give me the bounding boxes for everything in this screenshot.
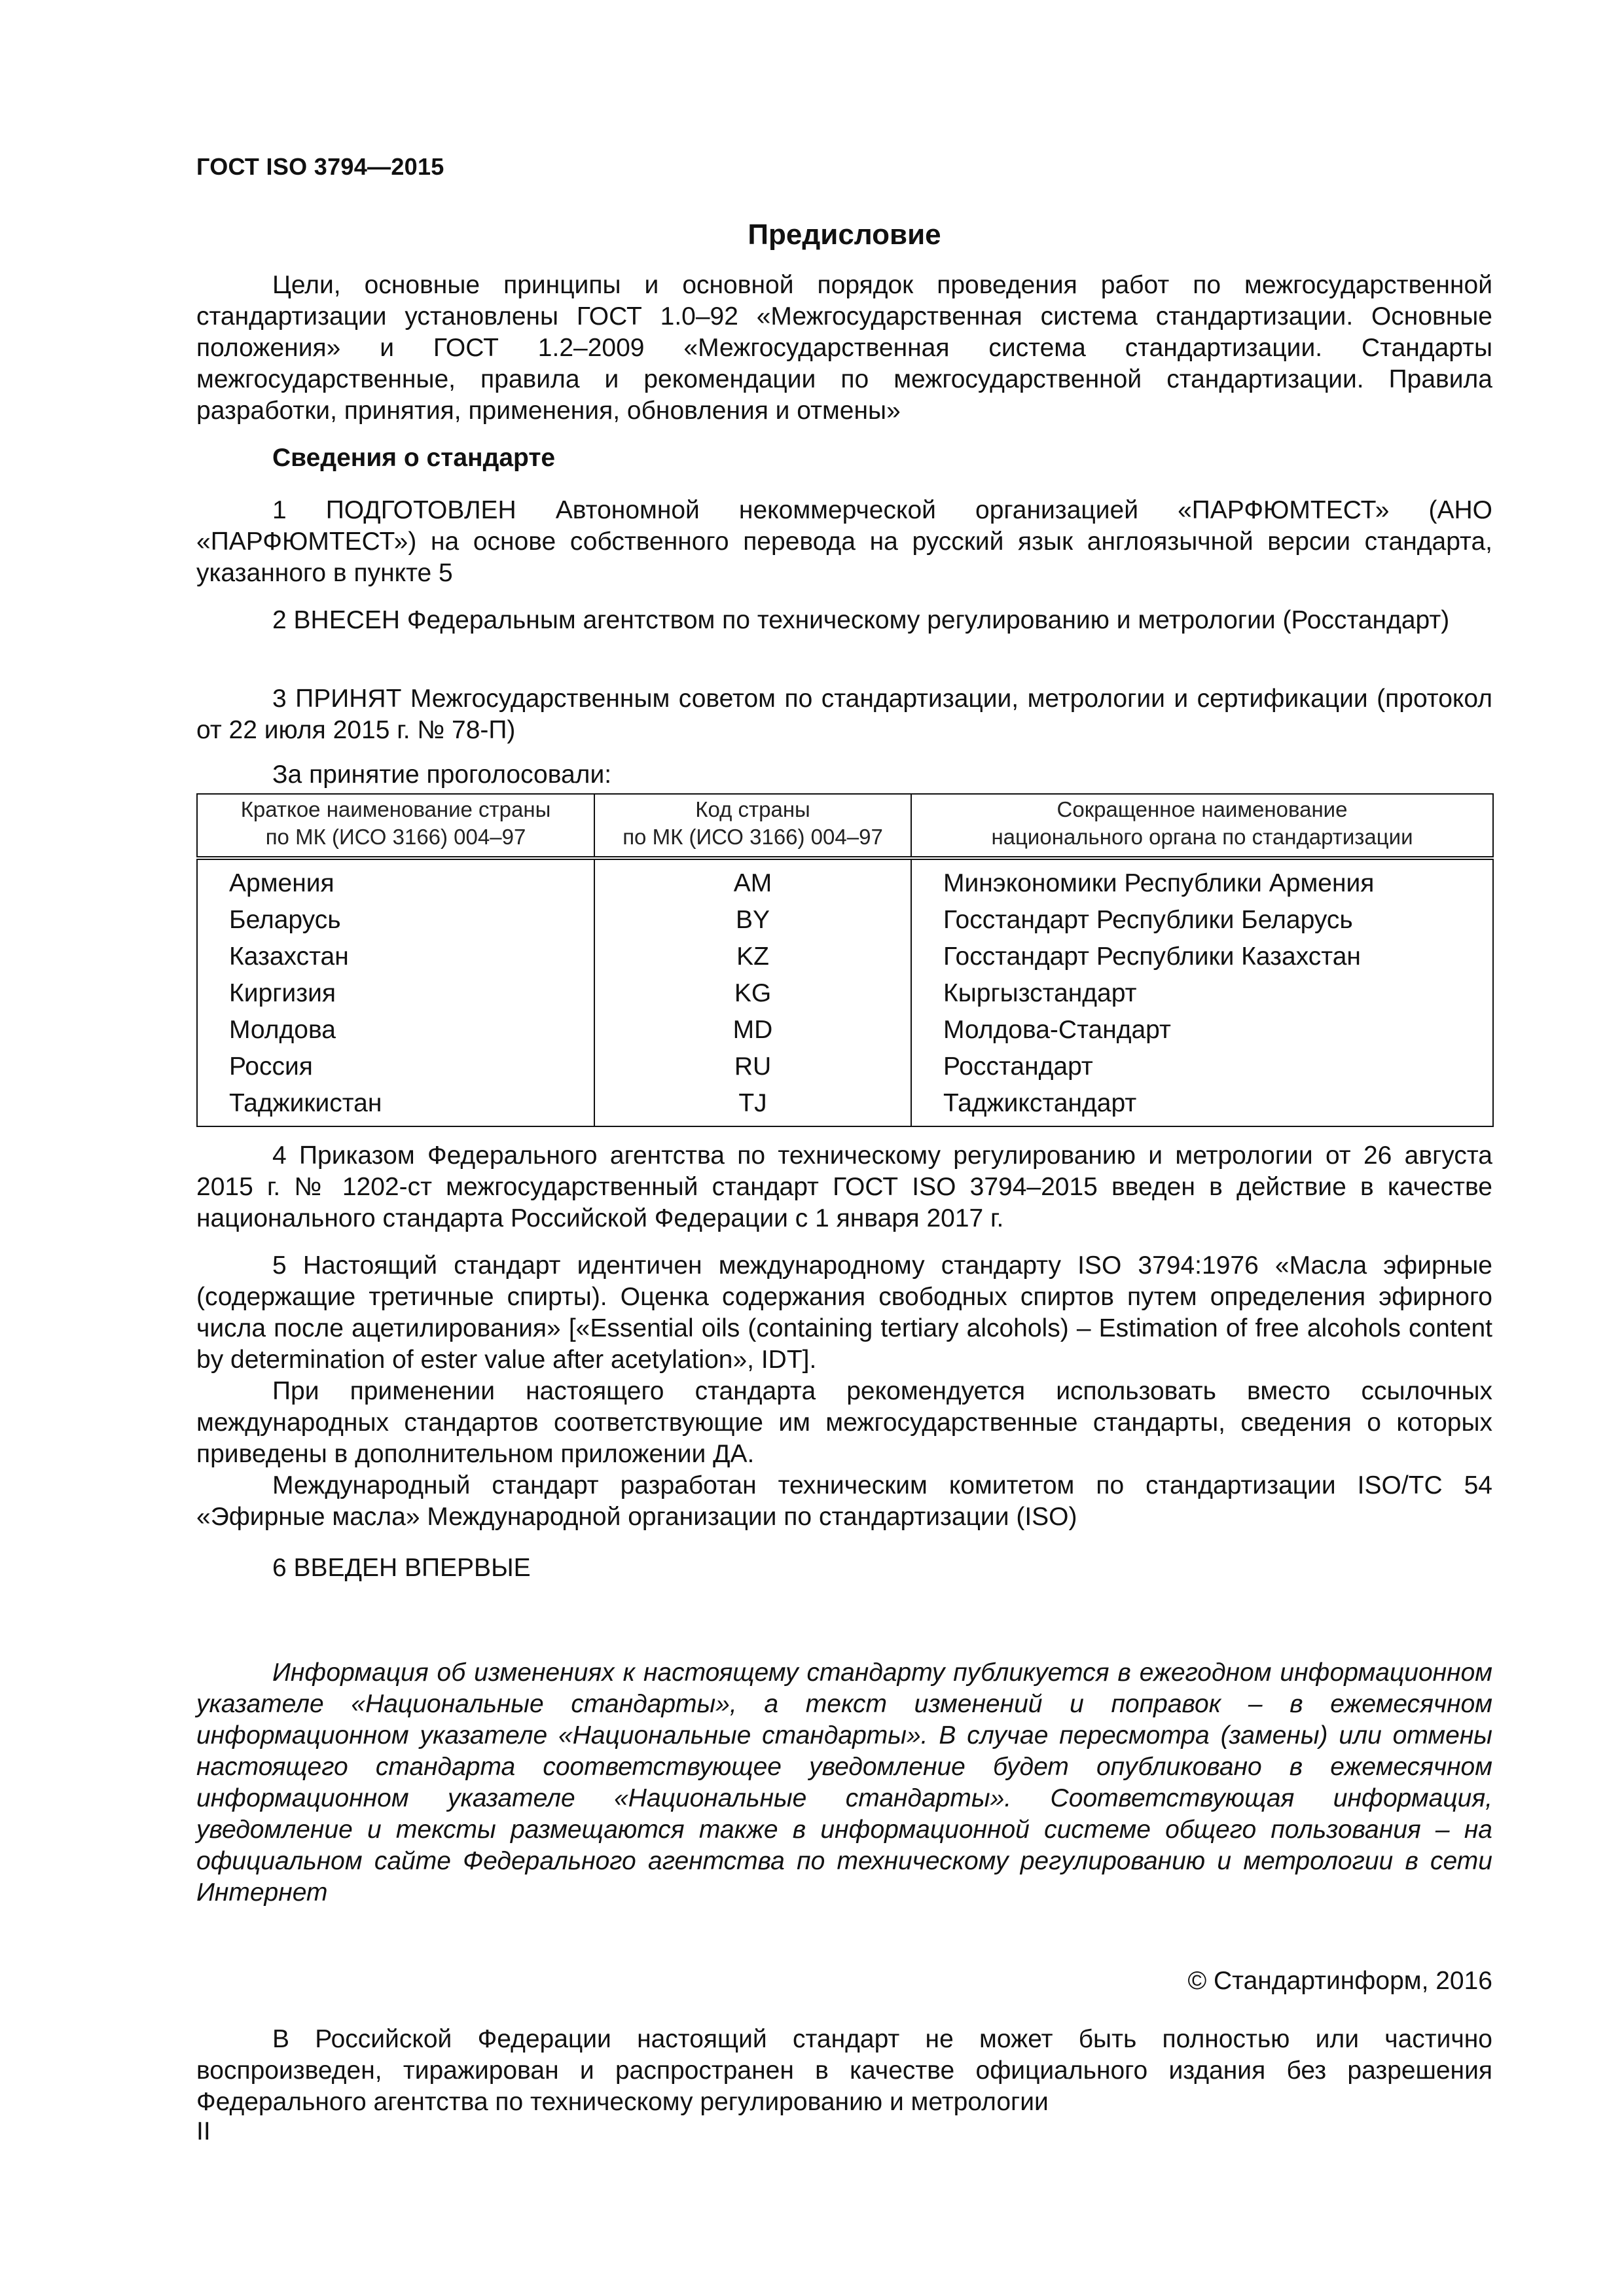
header-country-name bbox=[197, 794, 594, 858]
country-cell: Беларусь bbox=[197, 902, 594, 939]
code-cell: MD bbox=[594, 1012, 911, 1049]
notice-paragraph: Информация об изменениях к настоящему стандарту публикуется в ежегодном информационном указателе «Национальные стандарты», а текст изменений и поправок – в ежемесячном информационном указателе «Национальные стандарты». В случае пересмотра (замены) или отмены настоящего стандарта соответствующее уведомление будет опубликовано в ежемесячном информационном указателе «Национальные стандарты». Соответствующая информация, уведомление и тексты размещаются также в информационной системе общего пользования – на официальном сайте Федерального агентства по техническому регулированию и метрологии в сети Интернет bbox=[196, 1659, 1492, 1907]
item-1-block bbox=[196, 495, 1492, 589]
vote-caption: За принятие проголосовали: bbox=[272, 761, 612, 789]
header-national-body bbox=[911, 794, 1493, 858]
code-cell: TJ bbox=[594, 1085, 911, 1126]
header-code-line2: по МК (ИСО 3166) 004–97 bbox=[623, 825, 883, 849]
table-header-row bbox=[197, 794, 1493, 858]
item-1: 1 ПОДГОТОВЛЕН Автономной некоммерческой организацией «ПАРФЮМТЕСТ» (АНО «ПАРФЮМТЕСТ») на основе собственного перевода на русский язык англоязычной версии стандарта, указанного в пункте 5 bbox=[196, 496, 1492, 587]
header-country-line2: по МК (ИСО 3166) 004–97 bbox=[265, 825, 526, 849]
code-cell: KG bbox=[594, 975, 911, 1012]
item-5-paragraph-2: При применении настоящего стандарта рекомендуется использовать вместо ссылочных международных стандартов соответствующие им межгосударственные стандарты, сведения о которых приведены в дополнительном приложении ДА. bbox=[196, 1377, 1492, 1468]
info-heading: Сведения о стандарте bbox=[272, 444, 556, 472]
intro-block bbox=[196, 270, 1492, 427]
item-3: 3 ПРИНЯТ Межгосударственным советом по стандартизации, метрологии и сертификации (протокол от 22 июля 2015 г. № 78-П) bbox=[196, 685, 1492, 744]
code-cell: BY bbox=[594, 902, 911, 939]
item-2-block bbox=[196, 605, 1492, 636]
item-5-block bbox=[196, 1250, 1492, 1533]
country-cell: Таджикистан bbox=[197, 1085, 594, 1126]
body-cell: Таджикстандарт bbox=[911, 1085, 1493, 1126]
country-cell: Россия bbox=[197, 1049, 594, 1085]
header-body-line1: Сокращенное наименование bbox=[1056, 797, 1348, 821]
copyright-line: © Стандартинформ, 2016 bbox=[1187, 1967, 1492, 1995]
body-cell: Кыргызстандарт bbox=[911, 975, 1493, 1012]
body-cell: Госстандарт Республики Беларусь bbox=[911, 902, 1493, 939]
voting-table bbox=[196, 793, 1494, 1127]
table-row bbox=[197, 902, 1493, 939]
header-country-line1: Краткое наименование страны bbox=[240, 797, 551, 821]
footer-block bbox=[196, 2024, 1492, 2118]
header-country-code bbox=[594, 794, 911, 858]
item-6-block bbox=[196, 1552, 1492, 1584]
code-cell: AM bbox=[594, 858, 911, 902]
header-body-line2: национального органа по стандартизации bbox=[991, 825, 1413, 849]
body-cell: Молдова-Стандарт bbox=[911, 1012, 1493, 1049]
table-row bbox=[197, 975, 1493, 1012]
code-cell: RU bbox=[594, 1049, 911, 1085]
page-title: Предисловие bbox=[748, 219, 941, 251]
item-4: 4 Приказом Федерального агентства по техническому регулированию и метрологии от 26 августа 2015 г. № 1202-ст межгосударственный стандарт ГОСТ ISO 3794–2015 введен в действие в качестве национального стандарта Российской Федерации с 1 января 2017 г. bbox=[196, 1141, 1492, 1232]
country-cell: Киргизия bbox=[197, 975, 594, 1012]
item-5: 5 Настоящий стандарт идентичен международному стандарту ISO 3794:1976 «Масла эфирные (содержащие третичные спирты). Оценка содержания свободных спиртов путем определения эфирного числа после ацетилирования» [«Essential oils (containing tertiary alcohols) – Estimation of free alcohols content by determination of ester value after acetylation», IDT]. bbox=[196, 1251, 1492, 1374]
body-cell: Минэкономики Республики Армения bbox=[911, 858, 1493, 902]
footer-paragraph: В Российской Федерации настоящий стандарт не может быть полностью или частично воспроизведен, тиражирован и распространен в качестве официального издания без разрешения Федерального агентства по техническому регулированию и метрологии bbox=[196, 2025, 1492, 2116]
item-2: 2 ВНЕСЕН Федеральным агентством по техническому регулированию и метрологии (Росстандарт) bbox=[272, 606, 1450, 634]
table-row bbox=[197, 858, 1493, 902]
vote-caption-block bbox=[196, 759, 1492, 791]
table-row bbox=[197, 1012, 1493, 1049]
document-code: ГОСТ ISO 3794—2015 bbox=[196, 153, 444, 180]
table-row bbox=[197, 1049, 1493, 1085]
info-heading-block bbox=[196, 442, 1492, 474]
country-cell: Молдова bbox=[197, 1012, 594, 1049]
table-row bbox=[197, 939, 1493, 975]
page-number: II bbox=[196, 2117, 211, 2145]
header-code-line1: Код страны bbox=[695, 797, 810, 821]
item-3-block bbox=[196, 683, 1492, 746]
intro-paragraph: Цели, основные принципы и основной порядок проведения работ по межгосударственной стандартизации установлены ГОСТ 1.0–92 «Межгосударственная система стандартизации. Основные положения» и ГОСТ 1.2–2009 «Межгосударственная система стандартизации. Стандарты межгосударственные, правила и рекомендации по межгосударственной стандартизации. Правила разработки, принятия, применения, обновления и отмены» bbox=[196, 271, 1492, 425]
notice-block bbox=[196, 1657, 1492, 1909]
item-5-paragraph-3: Международный стандарт разработан техническим комитетом по стандартизации ISO/TC 54 «Эфирные масла» Международной организации по стандартизации (ISO) bbox=[196, 1471, 1492, 1531]
item-6: 6 ВВЕДЕН ВПЕРВЫЕ bbox=[272, 1554, 531, 1582]
body-cell: Росстандарт bbox=[911, 1049, 1493, 1085]
country-cell: Казахстан bbox=[197, 939, 594, 975]
item-4-block bbox=[196, 1140, 1492, 1234]
code-cell: KZ bbox=[594, 939, 911, 975]
table-row bbox=[197, 1085, 1493, 1126]
country-cell: Армения bbox=[197, 858, 594, 902]
body-cell: Госстандарт Республики Казахстан bbox=[911, 939, 1493, 975]
